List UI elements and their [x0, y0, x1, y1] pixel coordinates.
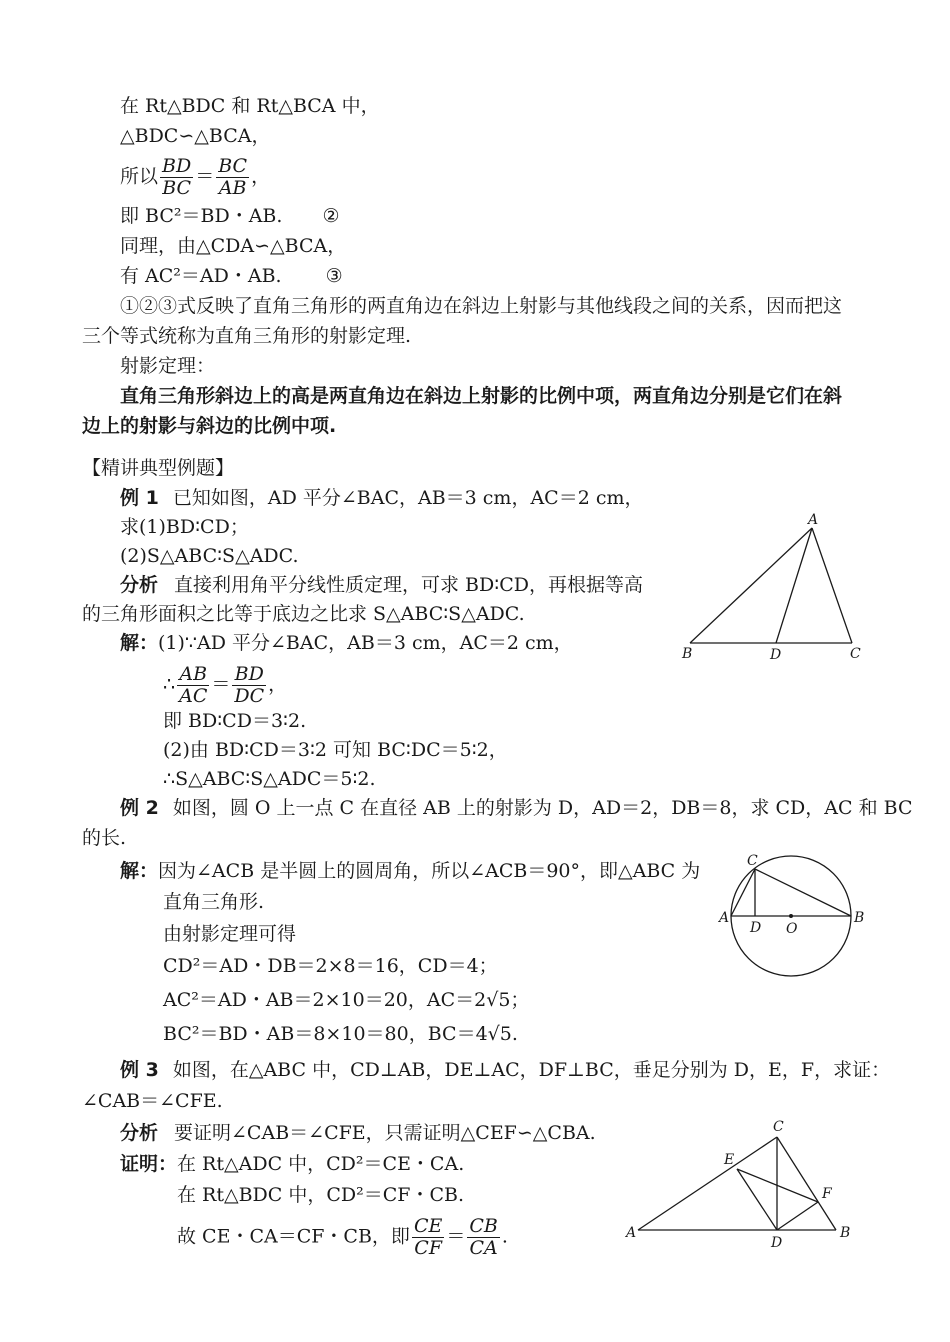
example-2-solution-line-2: 直角三角形. — [163, 891, 265, 913]
solution-label: 解： — [120, 632, 159, 654]
example-3-question-line-1 — [120, 1058, 890, 1082]
example-2-solution-line-3: 由射影定理可得 — [163, 923, 297, 945]
text-suffix: ， — [251, 165, 271, 188]
equals-sign: ＝ — [211, 673, 231, 696]
question-text: 已知如图，AD 平分∠BAC，AB＝3 cm，AC＝2 cm， — [172, 487, 644, 509]
example-1-label: 例 1 — [120, 487, 159, 509]
label-b: B — [840, 1225, 851, 1241]
denominator: CF — [414, 1237, 443, 1259]
example-1-solution-line-1 — [120, 631, 573, 655]
example-1-solution-ratio — [163, 664, 287, 707]
analysis-text: 直接利用角平分线性质定理，可求 BD∶CD，再根据等高 — [174, 574, 643, 596]
example-3-figure — [618, 1112, 868, 1252]
example-2-label: 例 2 — [120, 797, 159, 819]
example-3-proof-line-2: 在 Rt△BDC 中，CD²＝CF・CB. — [177, 1184, 465, 1206]
example-2-solution-line-6: BC²＝BD・AB＝8×10＝80，BC＝4√5. — [163, 1023, 518, 1045]
theorem-line-2: 边上的射影与斜边的比例中项. — [82, 415, 337, 437]
example-2-figure — [718, 852, 868, 982]
label-d: D — [770, 647, 782, 663]
therefore-sign: ∴ — [163, 673, 176, 696]
side-bc — [777, 1137, 836, 1230]
example-2-solution-line-5: AC²＝AD・AB＝2×10＝20，AC＝2√5； — [163, 989, 530, 1011]
label-d: D — [771, 1235, 783, 1251]
circled-mark-2: ② — [322, 205, 340, 227]
analysis-label: 分析 — [120, 1122, 159, 1144]
label-a: A — [808, 512, 819, 528]
denominator: AB — [218, 177, 247, 199]
line-bc-squared — [120, 204, 339, 228]
fraction-bc-ab — [216, 156, 249, 199]
example-1-question-line-2: 求(1)BD∶CD； — [120, 516, 249, 538]
perpendicular-de — [737, 1169, 777, 1230]
example-3-analysis — [120, 1121, 596, 1145]
label-a: A — [719, 910, 730, 926]
numerator: BD — [232, 664, 266, 686]
theorem-line-1: 直角三角形斜边上的高是两直角边在斜边上射影的比例中项，两直角边分别是它们在斜 — [120, 385, 843, 407]
fraction-bd-dc — [232, 664, 266, 707]
fraction-cb-ca — [467, 1216, 500, 1259]
denominator: AC — [179, 685, 208, 707]
numerator: CB — [469, 1215, 498, 1237]
solution-label: 解： — [120, 860, 159, 882]
paragraph-line-1: ①②③式反映了直角三角形的两直角边在斜边上射影与其他线段之间的关系，因而把这 — [120, 295, 843, 317]
perpendicular-df — [777, 1202, 818, 1230]
label-b: B — [854, 910, 865, 926]
numerator: AB — [177, 664, 209, 686]
example-3-proof-line-3 — [177, 1216, 508, 1259]
label-c: C — [850, 646, 861, 662]
example-1-question-line-3: (2)S△ABC∶S△ADC. — [120, 545, 299, 567]
proof-text: 故 CE・CA＝CF・CB，即 — [177, 1225, 410, 1248]
line-ac-squared — [120, 264, 343, 288]
denominator: BC — [162, 177, 192, 199]
example-1-solution-line-4: (2)由 BD∶CD＝3∶2 可知 BC∶DC＝5∶2， — [163, 739, 508, 761]
example-2-question-line-2: 的长. — [82, 827, 127, 849]
circled-mark-3: ③ — [325, 265, 343, 287]
example-3-label: 例 3 — [120, 1059, 159, 1081]
example-2-solution-line-4: CD²＝AD・DB＝2×8＝16，CD＝4； — [163, 955, 498, 977]
formula: 有 AC²＝AD・AB. — [120, 265, 282, 287]
text-suffix: ， — [268, 673, 288, 696]
paragraph-line-2: 三个等式统称为直角三角形的射影定理. — [82, 325, 412, 347]
label-a: A — [626, 1225, 637, 1241]
theorem-title: 射影定理： — [120, 355, 216, 377]
solution-text: 因为∠ACB 是半圆上的圆周角，所以∠ACB＝90°，即△ABC 为 — [158, 860, 701, 882]
analysis-text: 要证明∠CAB＝∠CFE，只需证明△CEF∽△CBA. — [174, 1122, 596, 1144]
label-d: D — [750, 920, 762, 936]
label-c: C — [747, 853, 758, 869]
numerator: CE — [413, 1215, 443, 1237]
example-2-question-line-1 — [120, 796, 912, 820]
analysis-label: 分析 — [120, 574, 159, 596]
label-c: C — [773, 1119, 784, 1135]
formula: 即 BC²＝BD・AB. — [120, 205, 283, 227]
example-1-question-line-1 — [120, 486, 644, 510]
example-1-solution-line-3: 即 BD∶CD＝3∶2. — [163, 710, 307, 732]
text-prefix: 所以 — [120, 165, 159, 188]
proof-text: 在 Rt△ADC 中，CD²＝CE・CA. — [177, 1153, 465, 1175]
section-title: 【精讲典型例题】 — [82, 457, 235, 479]
example-1-figure — [676, 508, 876, 668]
example-3-proof-line-1 — [120, 1152, 464, 1176]
label-o: O — [786, 921, 798, 937]
equals-sign: ＝ — [195, 165, 215, 188]
example-1-analysis-line-1 — [120, 573, 643, 597]
example-1-solution-line-5: ∴S△ABC∶S△ADC＝5∶2. — [163, 768, 376, 790]
fraction-ce-cf — [412, 1216, 444, 1259]
equals-sign: ＝ — [446, 1225, 466, 1248]
example-1-analysis-line-2: 的三角形面积之比等于底边之比求 S△ABC∶S△ADC. — [82, 603, 525, 625]
denominator: CA — [469, 1237, 498, 1259]
label-f: F — [822, 1186, 832, 1202]
proof-label: 证明： — [120, 1153, 178, 1175]
chord-ac — [731, 869, 755, 916]
numerator: BD — [162, 155, 192, 177]
fraction-ab-ac — [177, 664, 209, 707]
question-text: 如图，圆 O 上一点 C 在直径 AB 上的射影为 D，AD＝2，DB＝8，求 CD，AC 和 BC — [172, 797, 913, 819]
example-3-question-line-2: ∠CAB＝∠CFE. — [82, 1090, 223, 1112]
example-2-solution-line-1 — [120, 859, 700, 883]
text-suffix: . — [501, 1225, 508, 1248]
solution-text: (1)∵AD 平分∠BAC，AB＝3 cm，AC＝2 cm， — [158, 632, 573, 654]
line-rt-triangles: 在 Rt△BDC 和 Rt△BCA 中， — [120, 95, 380, 117]
center-point-o — [789, 914, 793, 918]
side-ac — [638, 1137, 777, 1230]
line-ratio-bd-bc — [120, 156, 270, 199]
numerator: BC — [218, 155, 248, 177]
question-text: 如图，在△ABC 中，CD⊥AB，DE⊥AC，DF⊥BC，垂足分别为 D，E，F，求证： — [172, 1059, 891, 1081]
denominator: DC — [234, 685, 265, 707]
line-similarly: 同理，由△CDA∽△BCA， — [120, 235, 347, 257]
side-ac — [812, 528, 852, 643]
label-b: B — [682, 646, 693, 662]
fraction-bd-bc — [160, 156, 193, 199]
label-e: E — [724, 1152, 735, 1168]
line-similar-bdc-bca: △BDC∽△BCA， — [120, 125, 271, 147]
